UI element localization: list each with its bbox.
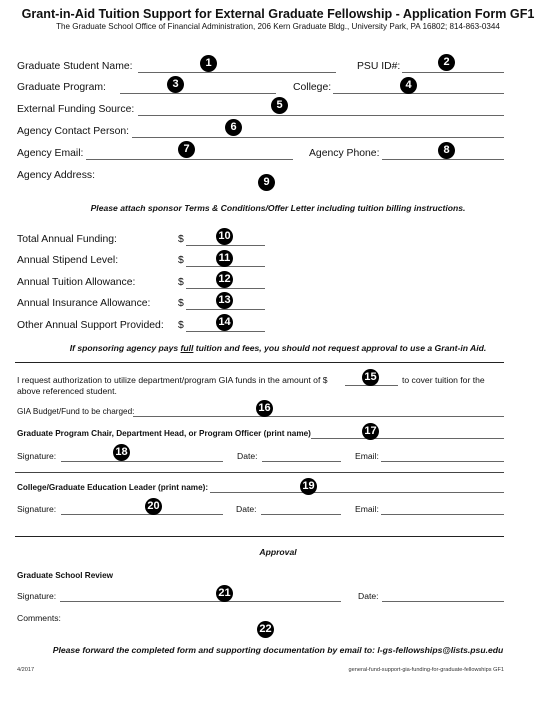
field-marker-12: 12 (216, 271, 233, 288)
chair-email-field[interactable] (381, 461, 504, 462)
attach-note: Please attach sponsor Terms & Conditions/Offer Letter including tuition billing instructions. (90, 203, 466, 213)
total-funding-field[interactable] (186, 245, 265, 246)
leader-signature-field[interactable] (61, 514, 223, 515)
insurance-allowance-field[interactable] (186, 309, 265, 310)
agency-email-field[interactable] (86, 159, 293, 160)
section-divider (15, 362, 504, 363)
leader-date-label: Date: (236, 504, 257, 514)
leader-email-label: Email: (355, 504, 379, 514)
field-marker-19: 19 (300, 478, 317, 495)
section-divider (15, 536, 504, 537)
authorization-text-line1: I request authorization to utilize department/program GIA funds in the amount of $ (17, 375, 328, 385)
chair-email-label: Email: (355, 451, 379, 461)
review-signature-field[interactable] (60, 601, 341, 602)
field-marker-7: 7 (178, 141, 195, 158)
field-marker-2: 2 (438, 54, 455, 71)
student-name-label: Graduate Student Name: (17, 61, 133, 72)
authorization-text-cont: to cover tuition for the (402, 375, 485, 385)
field-marker-21: 21 (216, 585, 233, 602)
currency-sign: $ (178, 277, 184, 288)
field-marker-4: 4 (400, 77, 417, 94)
currency-sign: $ (178, 234, 184, 245)
field-marker-3: 3 (167, 76, 184, 93)
psu-id-label: PSU ID#: (357, 61, 401, 72)
field-marker-16: 16 (256, 400, 273, 417)
college-label: College: (293, 82, 332, 93)
contact-person-label: Agency Contact Person: (17, 126, 130, 137)
psu-id-field[interactable] (402, 72, 504, 73)
review-signature-label: Signature: (17, 591, 57, 601)
field-marker-15: 15 (362, 369, 379, 386)
field-marker-14: 14 (216, 314, 233, 331)
field-marker-5: 5 (271, 97, 288, 114)
insurance-allowance-label: Annual Insurance Allowance: (17, 298, 151, 309)
funding-source-label: External Funding Source: (17, 104, 135, 115)
section-divider (15, 472, 504, 473)
review-date-field[interactable] (382, 601, 504, 602)
field-marker-22: 22 (257, 621, 274, 638)
review-date-label: Date: (358, 591, 379, 601)
full-tuition-note: If sponsoring agency pays full tuition and fees, you should not request approval to use a Grant-in Aid. (69, 343, 487, 353)
graduate-school-review-label: Graduate School Review (17, 571, 114, 580)
budget-field[interactable] (133, 416, 504, 417)
field-marker-20: 20 (145, 498, 162, 515)
currency-sign: $ (178, 255, 184, 266)
stipend-label: Annual Stipend Level: (17, 255, 119, 266)
funding-source-field[interactable] (138, 115, 504, 116)
currency-sign: $ (178, 298, 184, 309)
field-marker-6: 6 (225, 119, 242, 136)
total-funding-label: Total Annual Funding: (17, 234, 117, 245)
chair-signature-label: Signature: (17, 451, 57, 461)
agency-phone-field[interactable] (382, 159, 504, 160)
approval-heading: Approval (259, 547, 297, 557)
chair-date-field[interactable] (262, 461, 341, 462)
currency-sign: $ (178, 320, 184, 331)
field-marker-18: 18 (113, 444, 130, 461)
forward-note: Please forward the completed form and supporting documentation by email to: l-gs-fellowships@lists.psu.edu (52, 645, 504, 655)
agency-email-label: Agency Email: (17, 148, 84, 159)
form-title: Grant-in-Aid Tuition Support for External Graduate Fellowship - Application Form GF1 (21, 7, 535, 21)
agency-phone-label: Agency Phone: (309, 148, 380, 159)
field-marker-17: 17 (362, 423, 379, 440)
other-support-field[interactable] (186, 331, 265, 332)
field-marker-13: 13 (216, 292, 233, 309)
leader-label: College/Graduate Education Leader (print name): (17, 483, 209, 492)
student-name-field[interactable] (138, 72, 336, 73)
footer-date: 4/2017 (17, 667, 35, 673)
form-subtitle: The Graduate School Office of Financial Administration, 206 Kern Graduate Bldg., University Park, PA 16802; 814-863-0344 (56, 22, 500, 31)
chair-name-field[interactable] (311, 438, 504, 439)
program-field[interactable] (120, 93, 276, 94)
other-support-label: Other Annual Support Provided: (17, 320, 164, 331)
chair-date-label: Date: (237, 451, 258, 461)
field-marker-11: 11 (216, 250, 233, 267)
budget-label: GIA Budget/Fund to be charged: (17, 407, 135, 416)
leader-date-field[interactable] (261, 514, 341, 515)
leader-email-field[interactable] (381, 514, 504, 515)
leader-name-field[interactable] (210, 492, 504, 493)
chair-signature-field[interactable] (61, 461, 223, 462)
chair-label: Graduate Program Chair, Department Head, or Program Officer (print name) (17, 429, 311, 438)
contact-person-field[interactable] (132, 137, 504, 138)
field-marker-1: 1 (200, 55, 217, 72)
college-field[interactable] (333, 93, 504, 94)
comments-label: Comments: (17, 613, 61, 623)
program-label: Graduate Program: (17, 82, 106, 93)
tuition-allowance-label: Annual Tuition Allowance: (17, 277, 136, 288)
field-marker-9: 9 (258, 174, 275, 191)
leader-signature-label: Signature: (17, 504, 57, 514)
agency-address-label: Agency Address: (17, 170, 95, 181)
field-marker-8: 8 (438, 142, 455, 159)
field-marker-10: 10 (216, 228, 233, 245)
authorization-text-line2: above referenced student. (17, 386, 117, 396)
tuition-allowance-field[interactable] (186, 288, 265, 289)
footer-filename: general-fund-support-gia-funding-for-graduate-fellowships GF1 (348, 667, 504, 673)
